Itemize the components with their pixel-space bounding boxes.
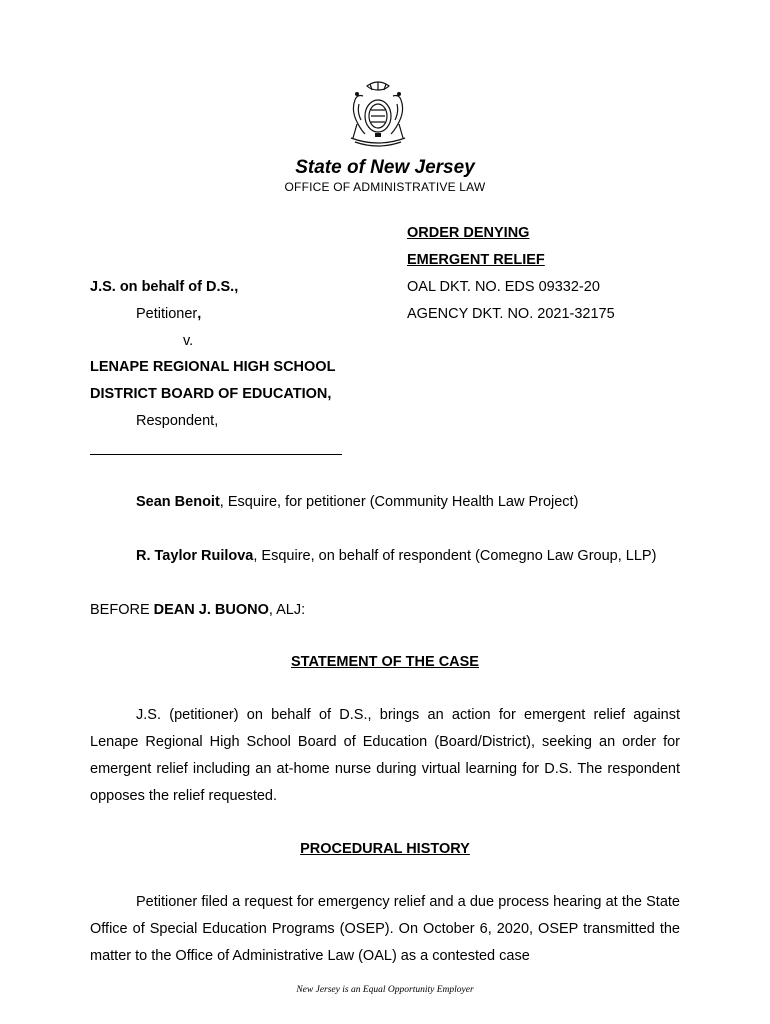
petitioner-role-label: Petitioner xyxy=(136,306,198,322)
agency-docket-number: AGENCY DKT. NO. 2021-32175 xyxy=(407,306,615,322)
state-seal-icon xyxy=(345,78,411,152)
appearance-petitioner xyxy=(136,494,578,510)
judge-name: DEAN J. BUONO xyxy=(153,602,269,618)
order-title-line2: EMERGENT RELIEF xyxy=(407,252,545,268)
office-name: OFFICE OF ADMINISTRATIVE LAW xyxy=(284,180,486,194)
procedural-paragraph: Petitioner filed a request for emergency relief and a due process hearing at the State Office of Special Education Programs (OSEP). On October 6, 2020, OSEP transmitted the matter to the Office of Administrative Law (OAL) as a contested case xyxy=(90,894,680,964)
state-title: State of New Jersey xyxy=(295,157,475,178)
page-footer: New Jersey is an Equal Opportunity Employer xyxy=(296,985,474,995)
respondent-name-line1: LENAPE REGIONAL HIGH SCHOOL xyxy=(90,359,336,375)
petitioner-role xyxy=(136,306,201,322)
before-suffix: , ALJ: xyxy=(268,602,306,618)
procedural-heading: PROCEDURAL HISTORY xyxy=(300,841,470,857)
petitioner-name: J.S. on behalf of D.S., xyxy=(90,279,239,295)
respondent-role: Respondent, xyxy=(136,413,219,429)
statement-heading: STATEMENT OF THE CASE xyxy=(291,654,479,670)
appearance-respondent xyxy=(136,548,656,564)
statement-paragraph: J.S. (petitioner) on behalf of D.S., brings an action for emergent relief against Lenape Regional High School Board of Education (Board/District), seeking an order for emergent relief including an at-home nurse during virtual learning for D.S. The respondent opposes the relief requested. xyxy=(90,707,680,804)
order-title-line1: ORDER DENYING xyxy=(407,225,530,241)
oal-docket-number: OAL DKT. NO. EDS 09332-20 xyxy=(407,279,600,295)
before-prefix: BEFORE xyxy=(90,602,154,618)
respondent-name-line2: DISTRICT BOARD OF EDUCATION, xyxy=(90,386,332,402)
attorney-name: R. Taylor Ruilova xyxy=(136,548,254,564)
attorney-description: , Esquire, on behalf of respondent (Comegno Law Group, LLP) xyxy=(253,548,657,564)
petitioner-role-comma: , xyxy=(197,306,202,322)
attorney-name: Sean Benoit xyxy=(136,494,220,510)
attorney-description: , Esquire, for petitioner (Community Health Law Project) xyxy=(219,494,579,510)
caption-divider xyxy=(90,454,342,455)
before-judge-line xyxy=(90,602,305,618)
versus-label: v. xyxy=(183,333,194,349)
